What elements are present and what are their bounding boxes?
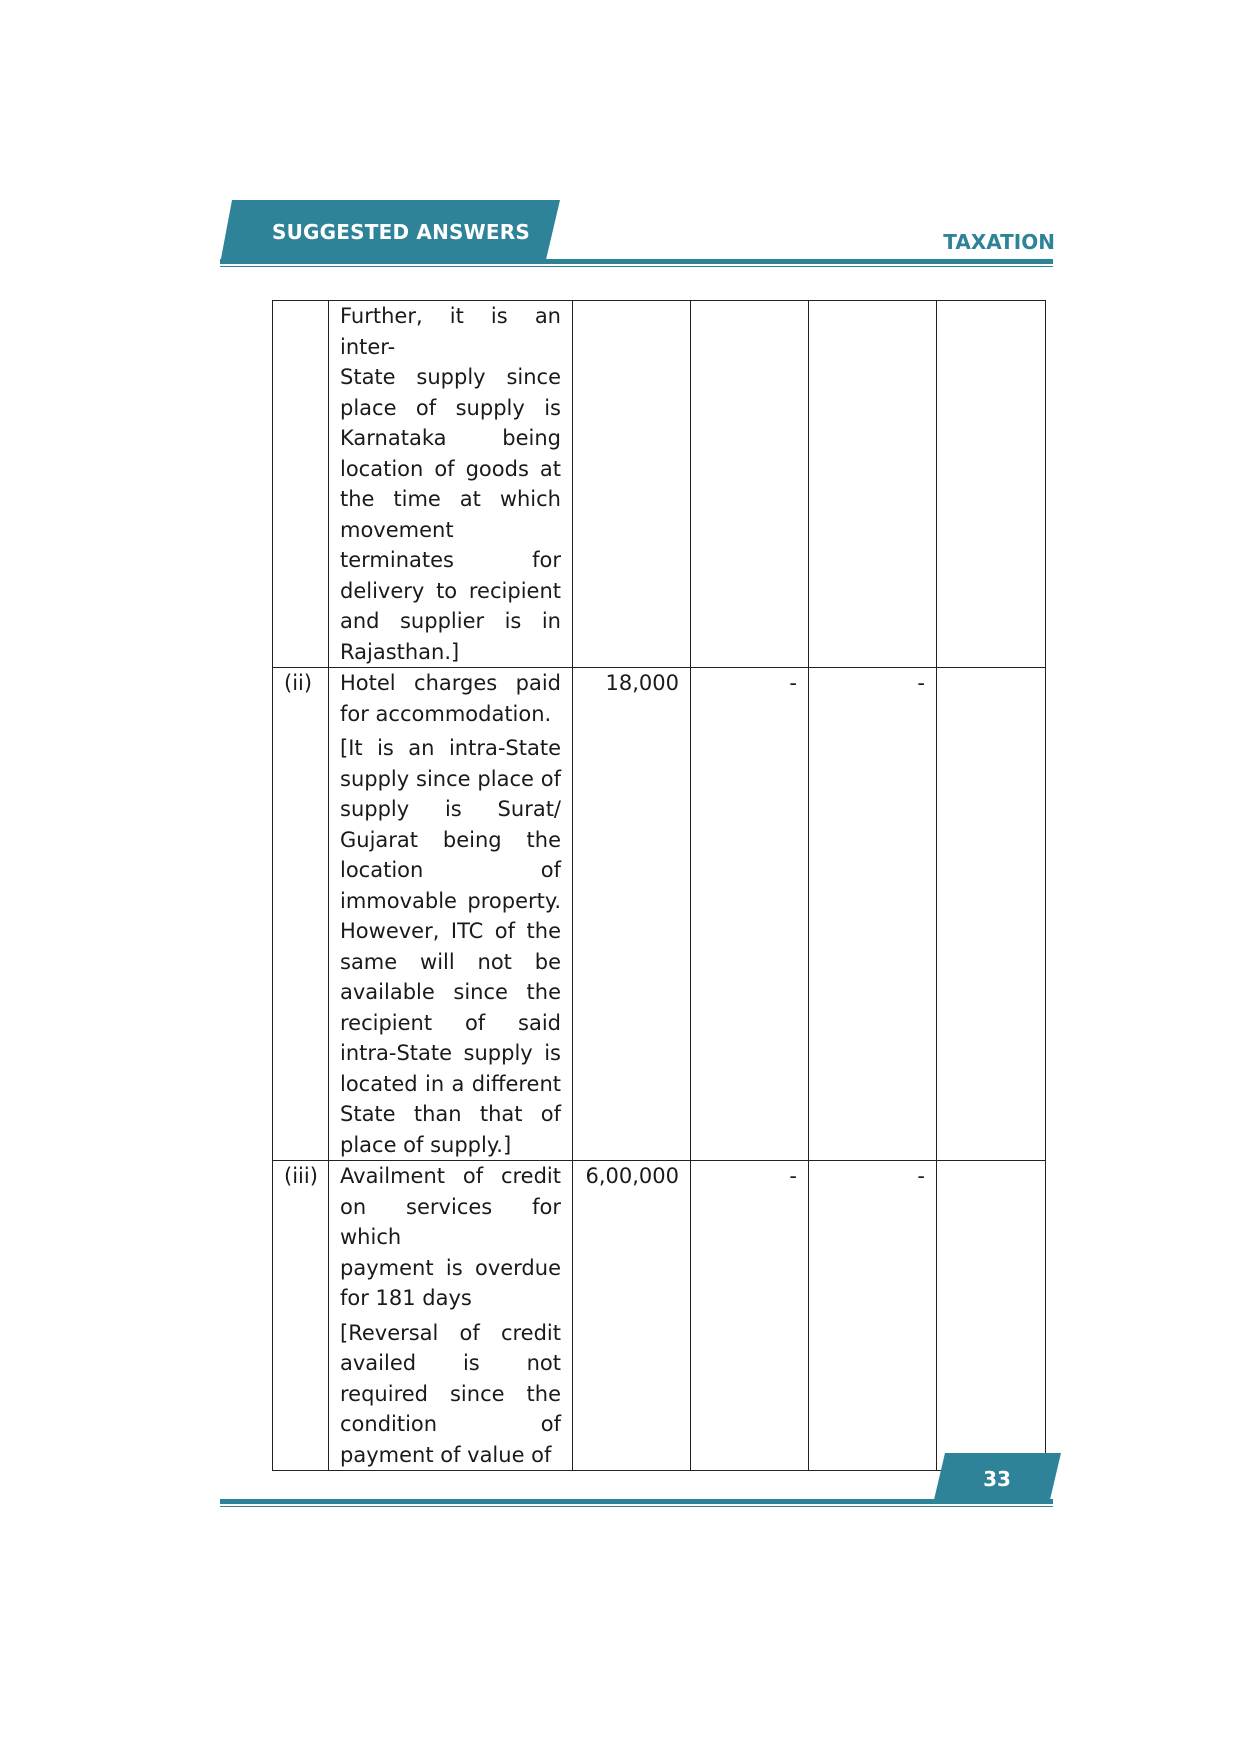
table-row: [273, 301, 1046, 668]
description-line: However, ITC of the: [340, 919, 561, 943]
row-col-a: -: [691, 1161, 809, 1471]
answer-table: [272, 300, 1046, 1471]
header-rule: [220, 259, 1053, 264]
description-line: supply since place of: [340, 766, 561, 791]
page-number: 33: [983, 1467, 1011, 1491]
description-line: and supplier is in: [340, 609, 561, 633]
row-col-b: -: [809, 1161, 937, 1471]
header-title: SUGGESTED ANSWERS: [272, 220, 530, 244]
row-amount: 6,00,000: [573, 1161, 691, 1471]
description-line: on services for which: [340, 1194, 561, 1249]
row-col-b: [809, 301, 937, 668]
description-line: [It is an intra-State: [340, 736, 561, 760]
description-line: Karnataka being: [340, 426, 561, 450]
row-amount: [573, 301, 691, 668]
description-line: Rajasthan.]: [340, 639, 460, 664]
description-line: located in a different: [340, 1071, 561, 1096]
header-rule-thin: [220, 266, 1053, 267]
row-number: (ii): [273, 668, 329, 1161]
description-line: immovable property.: [340, 888, 561, 913]
row-description: [329, 668, 573, 1161]
description-line: place of supply.]: [340, 1132, 512, 1157]
footer-rule-thin: [220, 1506, 1053, 1507]
row-amount: 18,000: [573, 668, 691, 1161]
description-line: terminates for: [340, 548, 561, 572]
row-col-c: [937, 668, 1046, 1161]
row-col-a: [691, 301, 809, 668]
row-description: [329, 301, 573, 668]
description-line: Hotel charges paid: [340, 671, 561, 695]
description-line: condition of: [340, 1412, 561, 1436]
description-line: State than that of: [340, 1102, 561, 1126]
description-line: Availment of credit: [340, 1164, 561, 1188]
row-col-c: [937, 301, 1046, 668]
description-line: Further, it is an inter-: [340, 304, 561, 359]
description-line: available since the: [340, 980, 561, 1004]
description-line: for 181 days: [340, 1286, 472, 1310]
row-description: [329, 1161, 573, 1471]
footer-rule: [220, 1499, 1053, 1504]
description-line: movement: [340, 517, 454, 542]
description-line: the time at which: [340, 487, 561, 511]
description-line: required since the: [340, 1381, 561, 1406]
row-col-c: [937, 1161, 1046, 1471]
row-number: (iii): [273, 1161, 329, 1471]
description-line: intra-State supply is: [340, 1041, 561, 1065]
description-line: State supply since: [340, 365, 561, 389]
row-number: [273, 301, 329, 668]
description-line: for accommodation.: [340, 701, 552, 726]
description-line: Gujarat being the: [340, 827, 561, 852]
description-line: place of supply is: [340, 395, 561, 420]
description-line: delivery to recipient: [340, 578, 561, 603]
table-row: [273, 1161, 1046, 1471]
description-line: location of goods at: [340, 456, 561, 481]
description-line: recipient of said: [340, 1010, 561, 1035]
description-line: same will not be: [340, 949, 561, 974]
description-line: location of: [340, 858, 561, 882]
description-line: payment of value of: [340, 1442, 552, 1467]
answer-table-body: [273, 301, 1046, 1471]
row-col-a: -: [691, 668, 809, 1161]
description-line: availed is not: [340, 1351, 561, 1375]
description-line: payment is overdue: [340, 1255, 561, 1280]
description-line: supply is Surat/: [340, 797, 561, 821]
section-title: TAXATION: [943, 230, 1055, 254]
table-row: [273, 668, 1046, 1161]
description-line: [Reversal of credit: [340, 1320, 561, 1345]
row-col-b: -: [809, 668, 937, 1161]
